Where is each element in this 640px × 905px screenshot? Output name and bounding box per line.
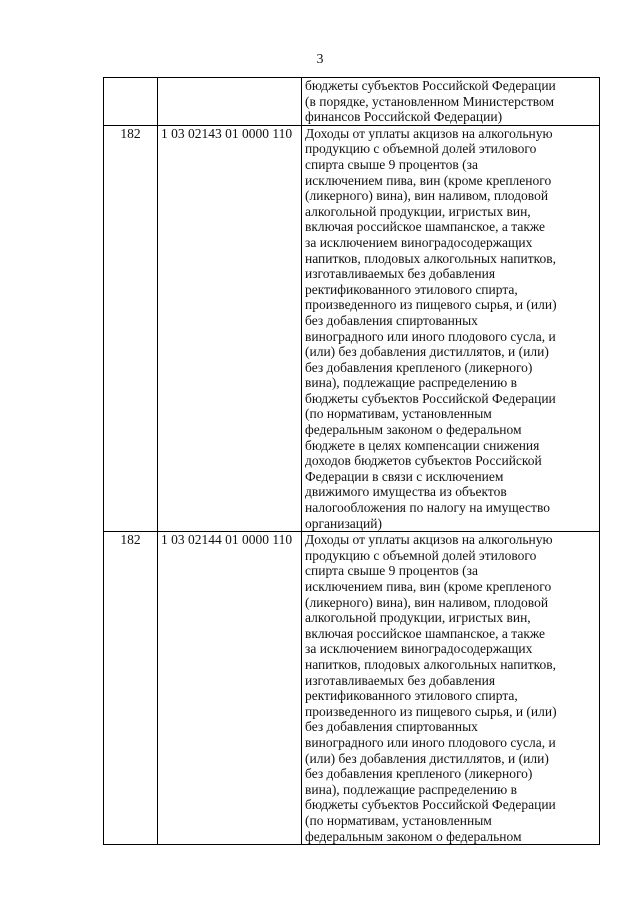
description-line: (или) без добавления дистиллятов, и (или) [305,344,549,360]
description-line: алкогольной продукции, игристых вин, [305,203,531,219]
description-line: продукцию с объемной долей этилового [305,141,537,157]
description-line: вина), подлежащие распределению в [305,375,517,391]
description-line: Доходы от уплаты акцизов на алкогольную [305,125,553,141]
description-line: организаций) [305,515,382,531]
description-line: спирта свыше 9 процентов (за [305,156,478,172]
description-line: исключением пива, вин (кроме крепленого [305,172,552,188]
description-line: за исключением виноградосодержащих [305,641,533,657]
description-line: Доходы от уплаты акцизов на алкогольную [305,532,553,548]
description-line: (в порядке, установленном Министерством [305,93,555,109]
description-line: ректификованного этилового спирта, [305,688,518,704]
revenue-description-cell [302,125,600,531]
description-line: произведенного из пищевого сырья, и (или) [305,703,557,719]
description-line: без добавления крепленого (ликерного) [305,359,533,375]
table-row [104,532,600,845]
admin-code-cell: 182 [104,532,158,845]
description-line: бюджете в целях компенсации снижения [305,437,540,453]
budget-classification-code-cell: 1 03 02144 01 0000 110 [158,532,302,845]
description-line: налогообложения по налогу на имущество [305,500,550,516]
description-line: (ликерного) вина), вин наливом, плодовой [305,594,549,610]
description-line: исключением пива, вин (кроме крепленого [305,579,552,594]
description-line: ректификованного этилового спирта, [305,281,518,297]
description-line: без добавления спиртованных [305,312,478,328]
description-line: Федерации в связи с исключением [305,468,504,484]
description-line: изготавливаемых без добавления [305,266,496,282]
description-line: финансов Российской Федерации) [305,109,503,125]
budget-classification-code-cell: 1 03 02143 01 0000 110 [158,125,302,531]
description-line: (по нормативам, установленным [305,406,492,422]
admin-code-cell: 182 [104,125,158,531]
description-line: федеральным законом о федеральном [305,422,522,438]
budget-classification-code-cell [158,78,302,126]
table-row [104,78,600,126]
page-number: 3 [316,52,324,67]
revenue-description-cell [302,78,600,126]
description-line: бюджеты субъектов Российской Федерации [305,390,556,406]
table-body [104,78,600,845]
description-line: без добавления крепленого (ликерного) [305,766,533,782]
description-line: бюджеты субъектов Российской Федерации [305,797,556,813]
description-line: бюджеты субъектов Российской Федерации [305,78,556,93]
description-line: виноградного или иного плодового сусла, и [305,734,556,750]
description-line: напитков, плодовых алкогольных напитков, [305,656,556,672]
revenue-description-cell [302,532,600,845]
description-line: спирта свыше 9 процентов (за [305,563,478,579]
description-line: произведенного из пищевого сырья, и (или) [305,297,557,313]
description-line: за исключением виноградосодержащих [305,234,533,250]
description-line: вина), подлежащие распределению в [305,781,517,797]
description-line: виноградного или иного плодового сусла, и [305,328,556,344]
description-line: включая российское шампанское, а также [305,625,546,641]
description-line: алкогольной продукции, игристых вин, [305,610,531,626]
table-row [104,125,600,531]
description-line: доходов бюджетов субъектов Российской [305,453,542,469]
description-line: без добавления спиртованных [305,719,478,735]
description-line: включая российское шампанское, а также [305,219,546,235]
description-line: движимого имущества из объектов [305,484,507,500]
admin-code-cell [104,78,158,126]
revenue-codes-table [103,77,600,845]
description-line: (или) без добавления дистиллятов, и (или) [305,750,549,766]
description-line: напитков, плодовых алкогольных напитков, [305,250,556,266]
description-line: продукцию с объемной долей этилового [305,547,537,563]
description-line: (по нормативам, установленным [305,812,492,828]
description-line: изготавливаемых без добавления [305,672,496,688]
description-line: федеральным законом о федеральном [305,828,522,844]
description-line: (ликерного) вина), вин наливом, плодовой [305,188,549,204]
